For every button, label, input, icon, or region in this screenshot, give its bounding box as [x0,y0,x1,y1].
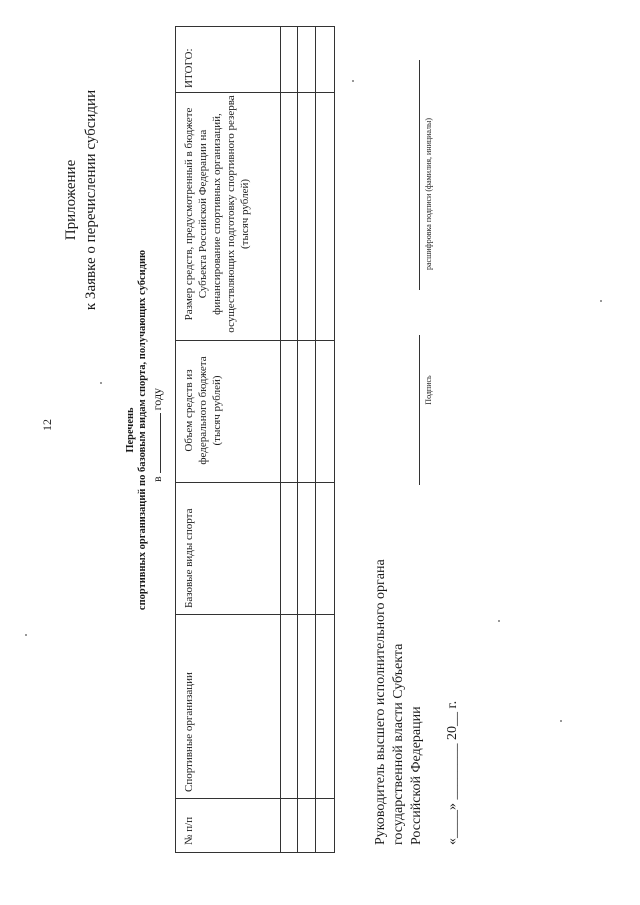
head-line-3: Российской Федерации [409,706,424,845]
col-header-number: № п/п [183,816,195,845]
scan-dot [25,634,27,636]
appendix-subtitle: к Заявке о перечислении субсидии [83,89,99,311]
scan-dot [560,720,562,722]
year-blank [150,413,161,473]
date-line: «____» ________ 20__ г. [445,700,460,845]
decode-label: расшифровка подписи (фамилия, инициалы) [424,117,433,270]
scan-dot [498,620,500,622]
col-header-sports: Базовые виды спорта [183,508,195,608]
signature-line [419,335,420,485]
list-subtitle: спортивных организаций по базовым видам спорта, получающих субсидию [137,249,148,611]
scan-dot [100,382,102,384]
head-line-1: Руководитель высшего исполнительного органа [373,559,388,845]
signature-label: Подпись [424,375,433,405]
col-header-organizations: Спортивные организации [183,672,195,792]
decode-line [419,60,420,290]
col-header-total: ИТОГО: [183,48,195,88]
page-number: 12 [40,419,54,431]
scan-dot [352,80,354,82]
list-year [150,362,164,482]
year-suffix: году [150,387,164,411]
list-title: Перечень [125,407,136,453]
col-header-federal-budget: Объем средств из федерального бюджета (тысяч рублей) [183,356,223,465]
appendix-title: Приложение [63,159,79,241]
col-header-subject-budget: Размер средств, предусмотренный в бюджете Субъекта Российской Федерации на финансирование спортивных организаций, осуществляющих подготовку спортивного резерва (тысяч рублей) [183,95,251,333]
year-prefix: в [150,476,164,482]
head-line-2: государственной власти Субъекта [391,643,406,845]
scan-dot [600,300,602,302]
